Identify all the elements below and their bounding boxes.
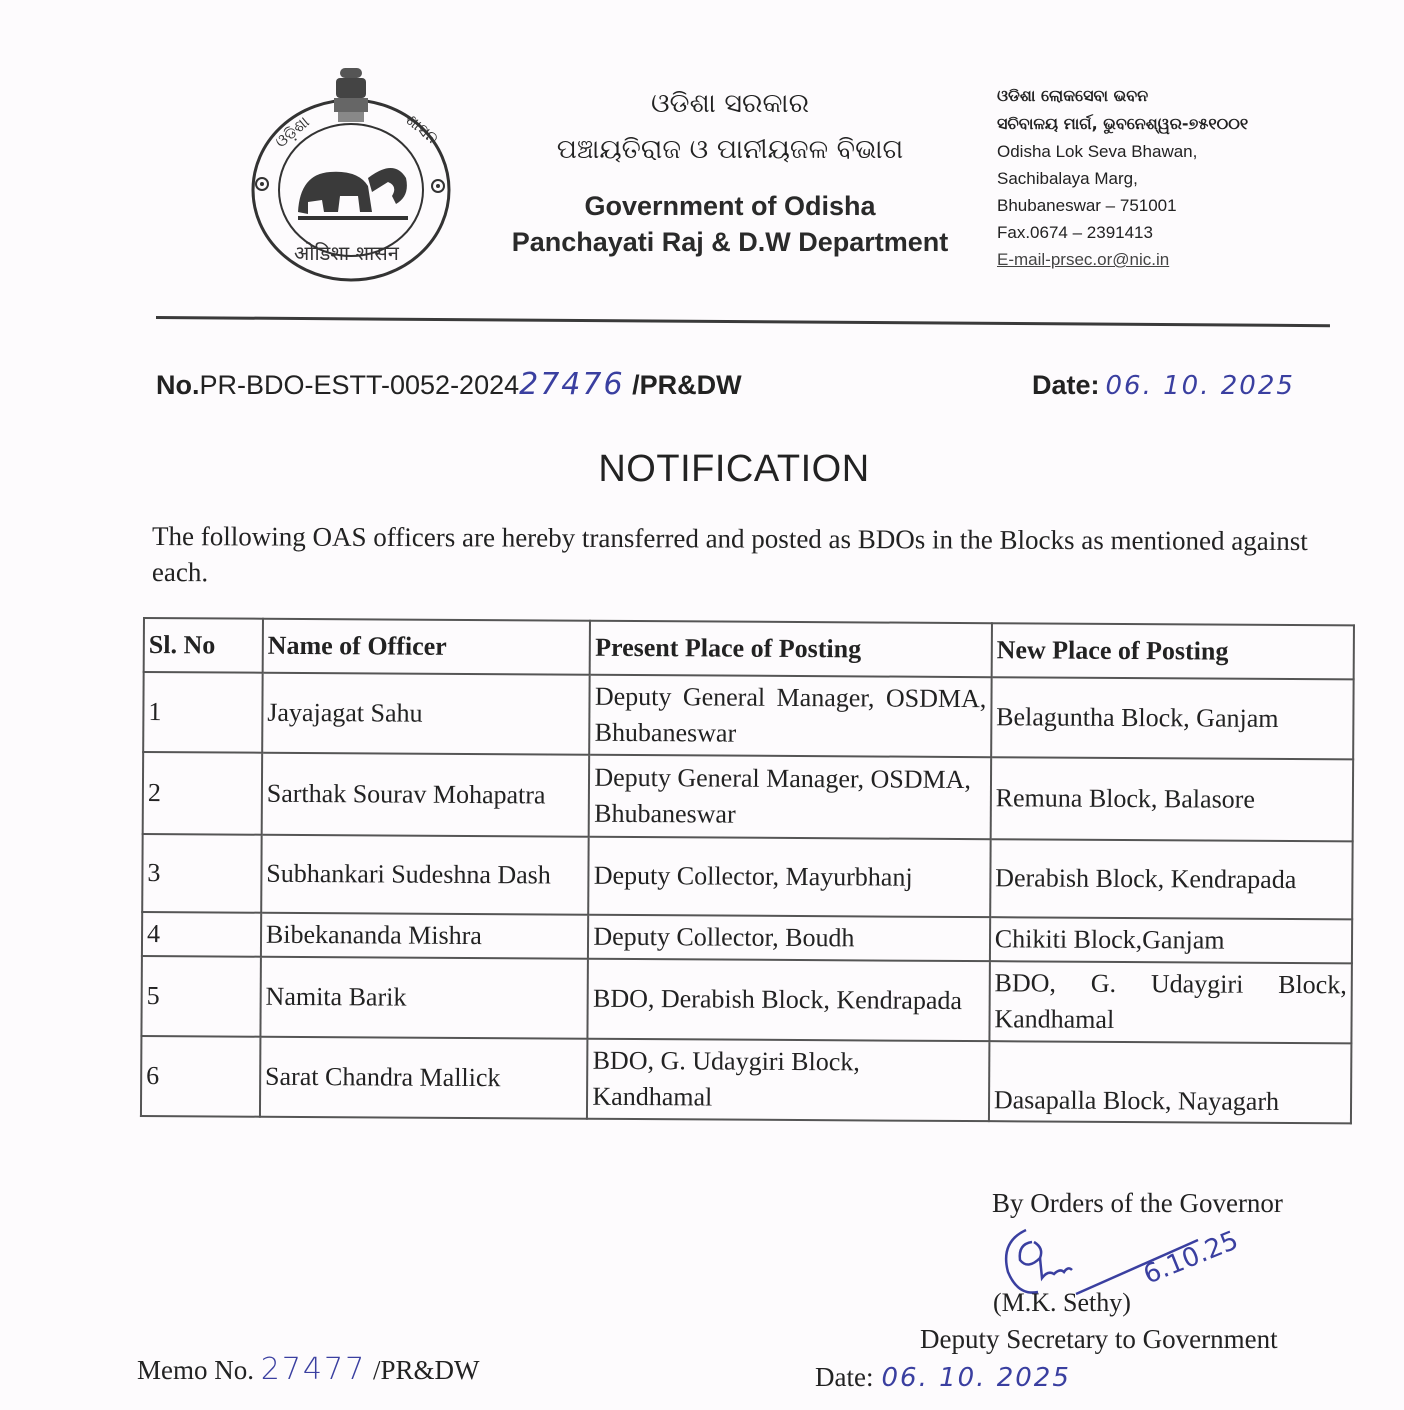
memo-suffix: /PR&DW [372, 1355, 480, 1385]
fax-number: Fax.0674 – 2391413 [997, 223, 1153, 242]
notification-title: NOTIFICATION [598, 448, 870, 490]
sl-no: 2 [143, 752, 262, 835]
memo-number [137, 1352, 479, 1387]
odia-government-title: ଓଡିଶା ସରକାର [650, 88, 810, 119]
address-line-2: Sachibalaya Marg, [997, 169, 1138, 188]
present-posting: Deputy General Manager, OSDMA, Bhubaneswar [589, 755, 991, 839]
reference-date [1032, 370, 1295, 401]
sl-no: 6 [141, 1036, 260, 1117]
handwritten-memo-number: 27477 [260, 1352, 367, 1387]
odia-address-line-2: ସଚିବାଳୟ ମାର୍ଗ, ଭୁବନେଶ୍ୱର-୭୫୧୦୦୧ [997, 114, 1249, 133]
table-row [143, 672, 1353, 759]
table-row [142, 912, 1352, 963]
signature-date: 6.10.25 [1139, 1225, 1238, 1291]
sl-no: 1 [143, 672, 262, 753]
memo-date-label: Date: [815, 1362, 874, 1392]
svg-text:ଓଡ଼ିଶା: ଓଡ଼ିଶା [271, 112, 313, 152]
new-posting: Dasapalla Block, Nayagarh [989, 1041, 1352, 1123]
officer-name: Subhankari Sudeshna Dash [261, 835, 589, 915]
government-title: Government of Odisha [584, 191, 876, 221]
memo-date [815, 1362, 1071, 1393]
by-orders-text: By Orders of the Governor [992, 1188, 1283, 1218]
signatory-name: (M.K. Sethy) [993, 1288, 1131, 1317]
officer-name: Sarat Chandra Mallick [260, 1037, 588, 1119]
reference-number [156, 367, 742, 402]
odia-department-title: ପଞ୍ଚାୟତିରାଜ ଓ ପାନୀୟଜଳ ବିଭାଗ [556, 134, 904, 165]
odisha-emblem [248, 62, 458, 282]
svg-text:ଶାସନ: ଶାସନ [401, 109, 443, 148]
new-posting: Derabish Block, Kendrapada [990, 839, 1353, 919]
sl-no: 4 [142, 912, 261, 957]
signatory-designation: Deputy Secretary to Government [920, 1324, 1278, 1354]
header-present-posting: Present Place of Posting [590, 621, 992, 677]
odisha-government-emblem-icon [248, 62, 458, 282]
present-posting: BDO, G. Udaygiri Block, Kandhamal [587, 1039, 989, 1121]
header-divider [156, 316, 1330, 327]
table-row [142, 834, 1352, 919]
officer-name: Namita Barik [260, 957, 588, 1039]
transfer-table [140, 617, 1355, 1124]
svg-text:ओडिशा शासन: ओडिशा शासन [294, 241, 399, 265]
table-row [143, 752, 1353, 841]
header-officer-name: Name of Officer [263, 619, 591, 675]
officer-name: Jayajagat Sahu [262, 673, 590, 755]
address-line-1: Odisha Lok Seva Bhawan, [997, 142, 1198, 161]
table-header-row [144, 618, 1354, 679]
sl-no: 3 [142, 834, 261, 913]
present-posting: Deputy General Manager, OSDMA, Bhubaneswar [590, 675, 992, 757]
handwritten-date: 06. 10. 2025 [1105, 371, 1295, 401]
new-posting: Remuna Block, Balasore [990, 757, 1353, 841]
address-block [997, 82, 1317, 273]
present-posting: BDO, Derabish Block, Kendrapada [588, 959, 990, 1041]
reference-suffix: /PR&DW [632, 370, 742, 400]
header-sl-no: Sl. No [144, 618, 263, 673]
sl-no: 5 [141, 956, 260, 1037]
present-posting: Deputy Collector, Mayurbhanj [589, 837, 991, 917]
header-new-posting: New Place of Posting [991, 623, 1354, 679]
notification-intro: The following OAS officers are hereby transferred and posted as BDOs in the Blocks as mentioned against each. [151, 521, 1308, 588]
officer-name: Bibekananda Mishra [261, 913, 589, 959]
present-posting: Deputy Collector, Boudh [588, 915, 990, 961]
handwritten-reference-number: 27476 [519, 367, 625, 402]
new-posting: Belaguntha Block, Ganjam [991, 677, 1354, 759]
table-row [141, 956, 1351, 1043]
reference-no-label: No. [156, 370, 200, 400]
handwritten-memo-date: 06. 10. 2025 [881, 1363, 1071, 1393]
department-header [480, 88, 980, 260]
email-link[interactable]: E-mail-prsec.or@nic.in [997, 250, 1170, 269]
table-row [141, 1036, 1351, 1123]
memo-label: Memo No. [137, 1355, 254, 1385]
address-line-3: Bhubaneswar – 751001 [997, 196, 1177, 215]
odia-address-line-1: ଓଡିଶା ଲୋକସେବା ଭବନ [997, 86, 1149, 105]
new-posting: Chikiti Block,Ganjam [990, 917, 1352, 963]
new-posting: BDO, G. Udaygiri Block, Kandhamal [989, 961, 1352, 1043]
officer-name: Sarthak Sourav Mohapatra [262, 753, 590, 837]
department-title: Panchayati Raj & D.W Department [511, 227, 949, 257]
file-number: PR-BDO-ESTT-0052-2024 [199, 370, 520, 400]
date-label: Date: [1032, 370, 1100, 400]
